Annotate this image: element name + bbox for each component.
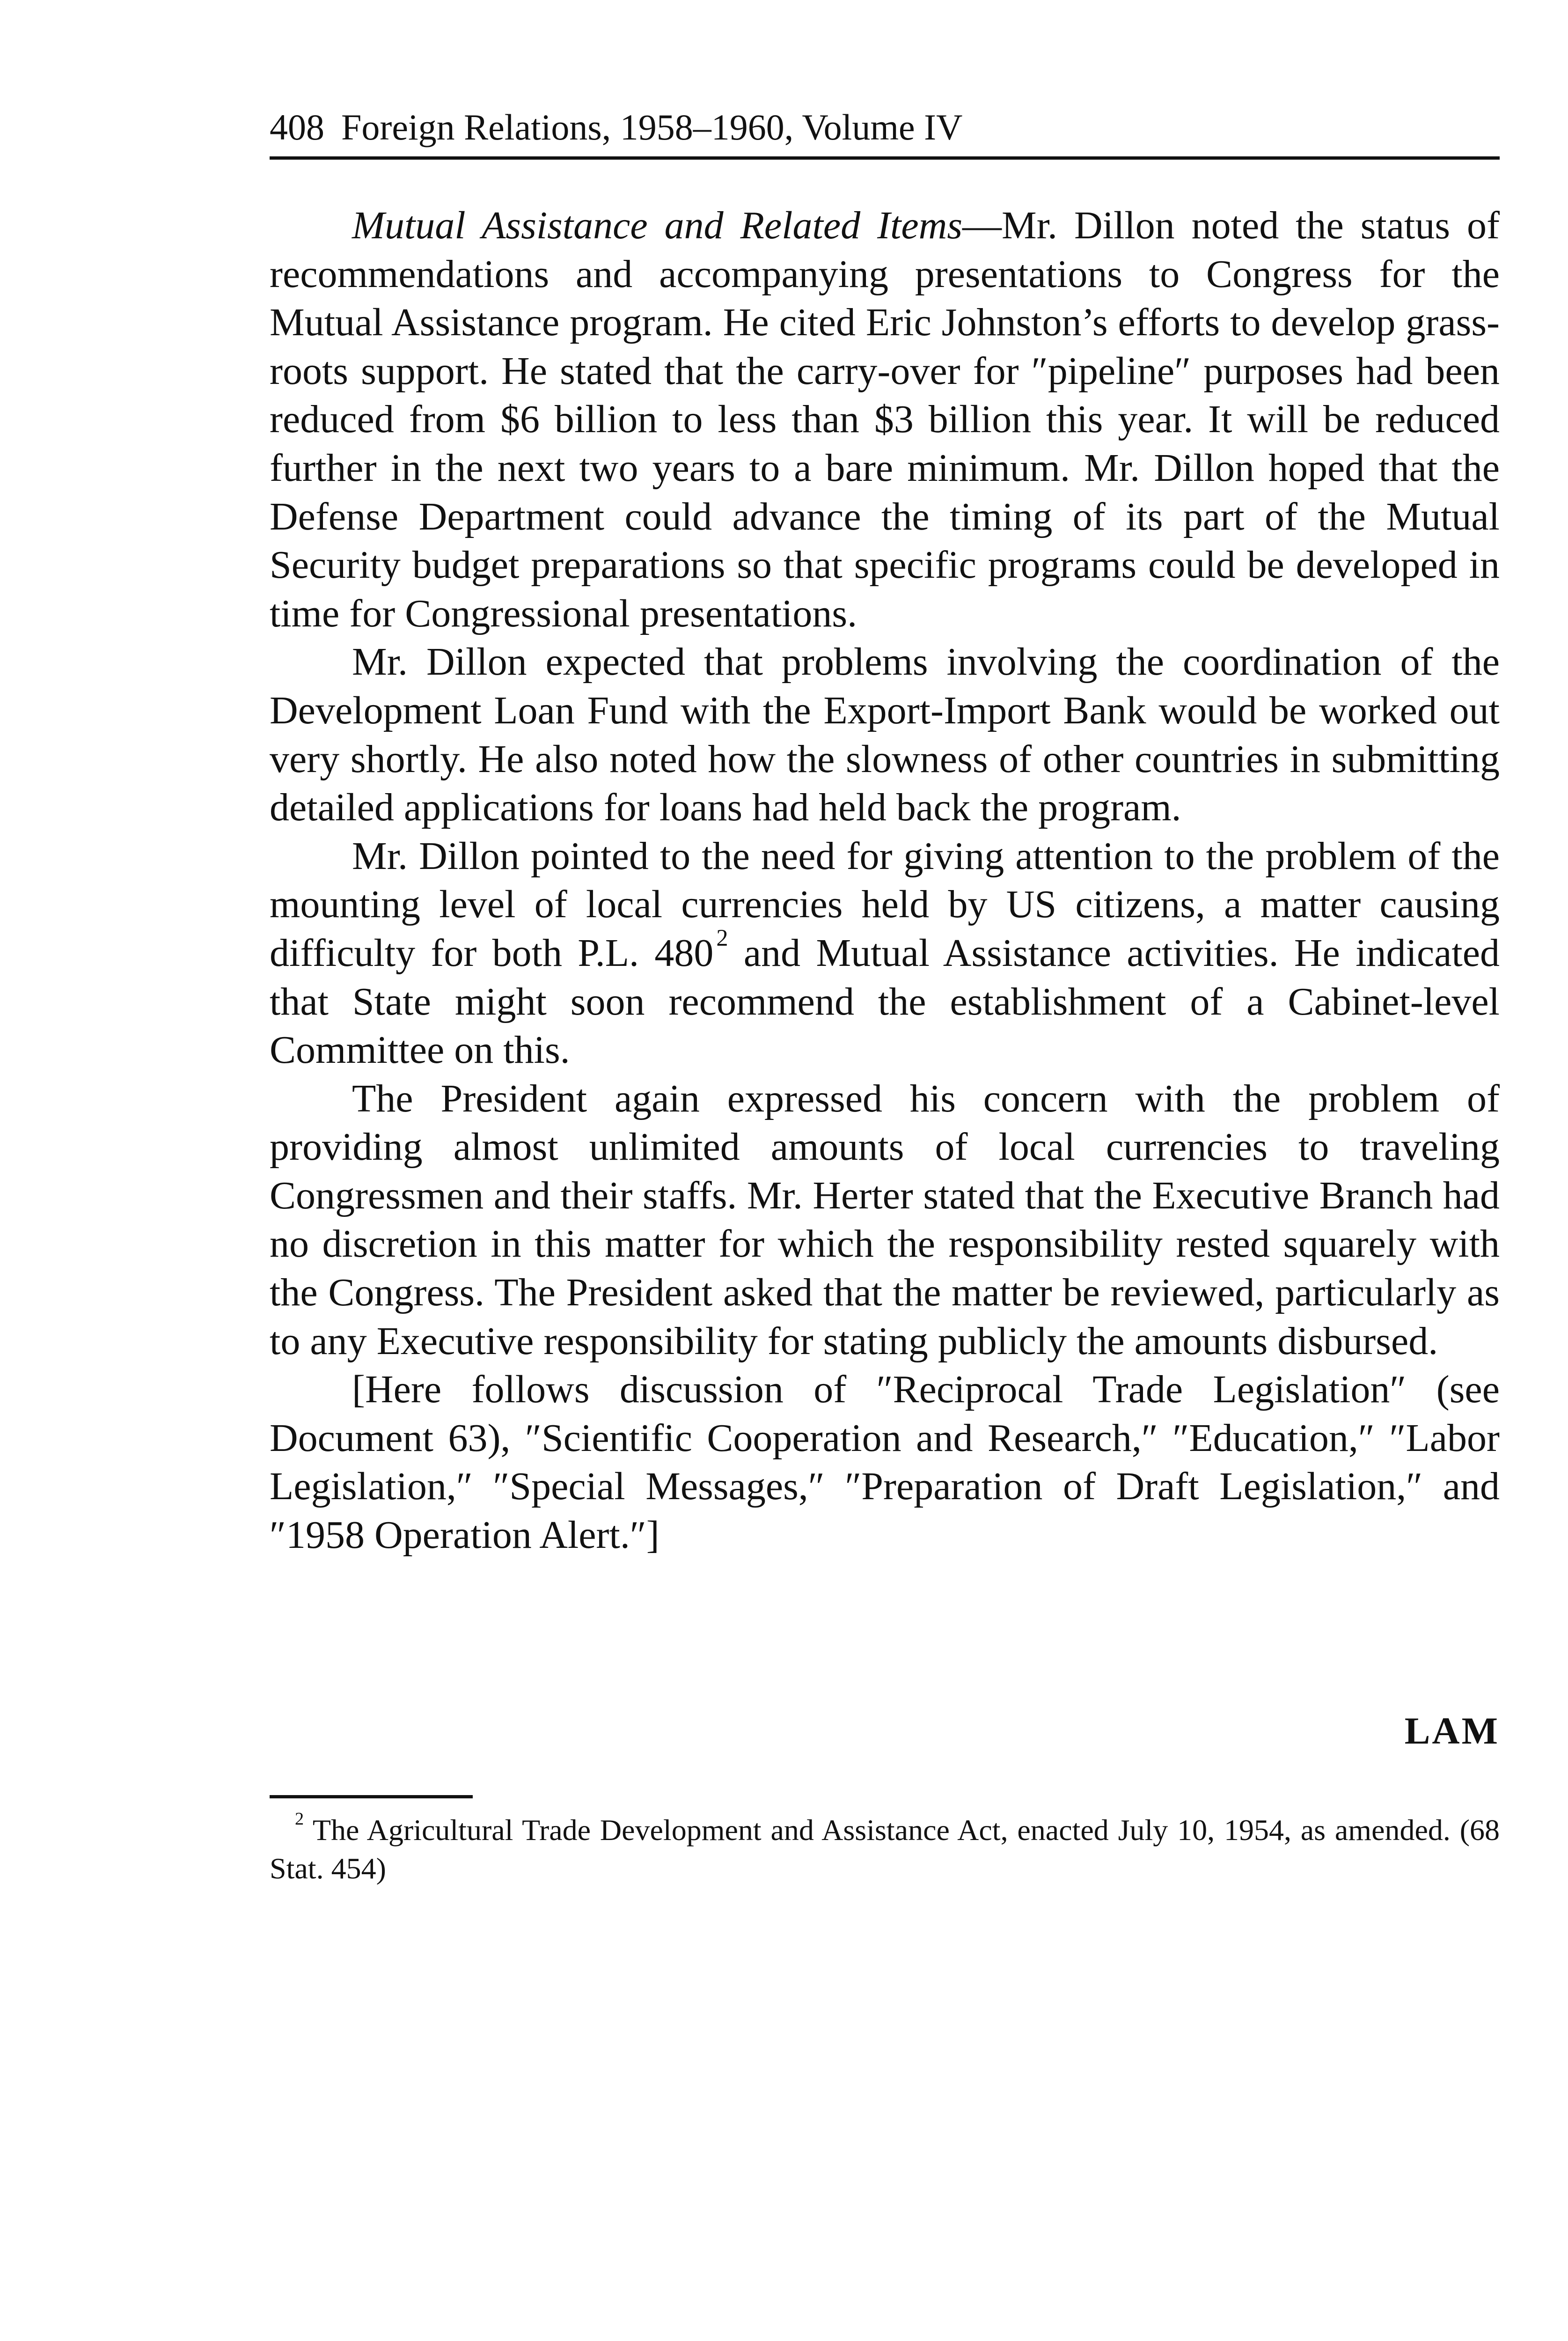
paragraph-local-currencies [270, 832, 1500, 1075]
paragraph-president-concern: The President again expressed his concern with the problem of providing almost unlimited amounts of local currencies to traveling Congressmen and their staffs. Mr. Herter stated that the Executive Branch had no discretion in this matter for which the responsibility rested squarely with the Congress. The President asked that the matter be reviewed, particularly as to any Executive responsibility for stating publicly the amounts disbursed. [270, 1076, 1500, 1363]
section-heading-italic: Mutual Assistance and Related Items [352, 204, 963, 247]
footnote-divider [270, 1795, 473, 1798]
paragraph-text: and Mutual Assistance activities. He indicated that State might soon recommend the establishment of a Cabinet-level Committee on this. [270, 931, 1500, 1072]
page-number: 408 [270, 107, 324, 147]
footnote-text: The Agricultural Trade Development and Assistance Act, enacted July 10, 1954, as amended. (68 Stat. 454) [270, 1813, 1500, 1885]
signature-initials: LAM [1404, 1709, 1500, 1752]
document-body [270, 201, 1500, 1560]
footnote [270, 1811, 1500, 1888]
paragraph-text: —Mr. Dillon noted the status of recommendations and accompanying presentations to Congress for the Mutual Assistance program. He cited Eric Johnston’s efforts to develop grass-roots support. He stated that the carry-over for ″pipeline″ purposes had been reduced from $6 billion to less than $3 billion this year. It will be reduced further in the next two years to a bare minimum. Mr. Dillon hoped that the Defense Department could advance the timing of its part of the Mutual Security budget preparations so that specific programs could be developed in time for Congressional presentations. [270, 204, 1500, 635]
volume-title: Foreign Relations, 1958–1960, Volume IV [341, 107, 963, 147]
paragraph-development-loan-fund: Mr. Dillon expected that problems involving the coordination of the Development Loan Fund with the Export-Import Bank would be worked out very shortly. He also noted how the slowness of other countries in submitting detailed applications for loans had held back the program. [270, 640, 1500, 830]
running-header [270, 104, 1500, 160]
paragraph-text: Mr. Dillon pointed to the need for giving attention to the problem of the mounting level of local currencies held by US citizens, a matter causing difficulty for both P.L. 480 [270, 834, 1500, 975]
footnote-marker: 2 [295, 1809, 304, 1829]
paragraph-editorial-note: [Here follows discussion of ″Reciprocal Trade Legislation″ (see Document 63), ″Scientific Cooperation and Research,″ ″Education,″ ″Labor Legislation,″ ″Special Messages,″ ″Preparation of Draft Legislation,″ and ″1958 Operation Alert.″] [270, 1368, 1500, 1557]
paragraph-mutual-assistance [270, 201, 1500, 638]
footnote-reference[interactable]: 2 [716, 925, 728, 951]
